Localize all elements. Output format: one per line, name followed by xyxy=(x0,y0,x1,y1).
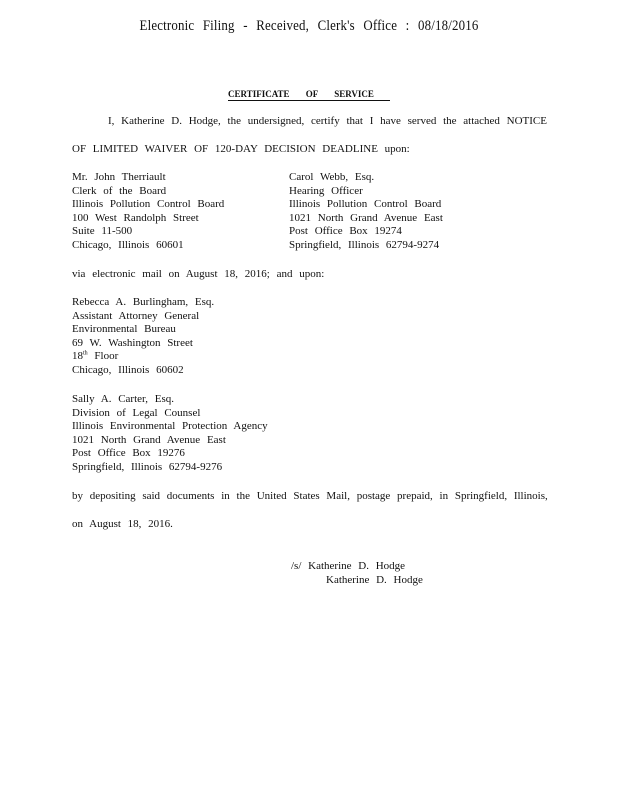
address-line: Hearing Officer xyxy=(289,184,363,197)
address-line: 69 W. Washington Street xyxy=(72,336,193,349)
address-line-floor: 18th Floor xyxy=(72,350,119,363)
address-line: Illinois Pollution Control Board xyxy=(72,198,225,211)
address-line: Clerk of the Board xyxy=(72,184,167,197)
address-line: Springfield, Illinois 62794-9274 xyxy=(289,238,440,251)
address-line: Carol Webb, Esq. xyxy=(289,171,375,183)
recipient-block-3 xyxy=(72,296,214,378)
address-line: Rebecca A. Burlingham, Esq. xyxy=(72,296,215,308)
signature-name: Katherine D. Hodge xyxy=(326,574,423,586)
intro-line-2: OF LIMITED WAIVER OF 120-DAY DECISION DEADLINE upon: xyxy=(72,143,410,155)
address-line: Chicago, Illinois 60602 xyxy=(72,363,184,376)
signature-line: /s/ Katherine D. Hodge xyxy=(291,560,406,572)
address-line: Mr. John Therriault xyxy=(72,171,166,183)
address-line: Division of Legal Counsel xyxy=(72,406,201,419)
intro-line-1: I, Katherine D. Hodge, the undersigned, certify that I have served the attached NOTICE xyxy=(108,115,547,127)
address-line: Assistant Attorney General xyxy=(72,309,200,322)
filing-stamp-header: Electronic Filing - Received, Clerk's Office : 08/18/2016 xyxy=(139,18,479,34)
address-line: Post Office Box 19274 xyxy=(289,225,402,238)
address-line: Sally A. Carter, Esq. xyxy=(72,393,174,405)
address-line: 1021 North Grand Avenue East xyxy=(289,211,443,224)
service-method-email: via electronic mail on August 18, 2016; and upon: xyxy=(72,268,325,280)
address-line: Springfield, Illinois 62794-9276 xyxy=(72,460,223,473)
address-line: Illinois Pollution Control Board xyxy=(289,198,442,211)
address-line: Environmental Bureau xyxy=(72,323,176,336)
certificate-title: CERTIFICATE OF SERVICE xyxy=(228,89,390,101)
address-line: Suite 11-500 xyxy=(72,225,133,238)
address-line: Chicago, Illinois 60601 xyxy=(72,238,184,251)
address-line: 100 West Randolph Street xyxy=(72,211,199,224)
service-method-mail-line-1: by depositing said documents in the United States Mail, postage prepaid, in Springfield, Illinois, xyxy=(72,490,548,502)
recipient-block-4 xyxy=(72,393,268,475)
recipient-block-right xyxy=(289,171,443,253)
address-line: 1021 North Grand Avenue East xyxy=(72,433,226,446)
address-line: Illinois Environmental Protection Agency xyxy=(72,420,268,433)
service-method-mail-line-2: on August 18, 2016. xyxy=(72,518,173,530)
recipient-block-left xyxy=(72,171,224,253)
address-line: Post Office Box 19276 xyxy=(72,447,185,460)
